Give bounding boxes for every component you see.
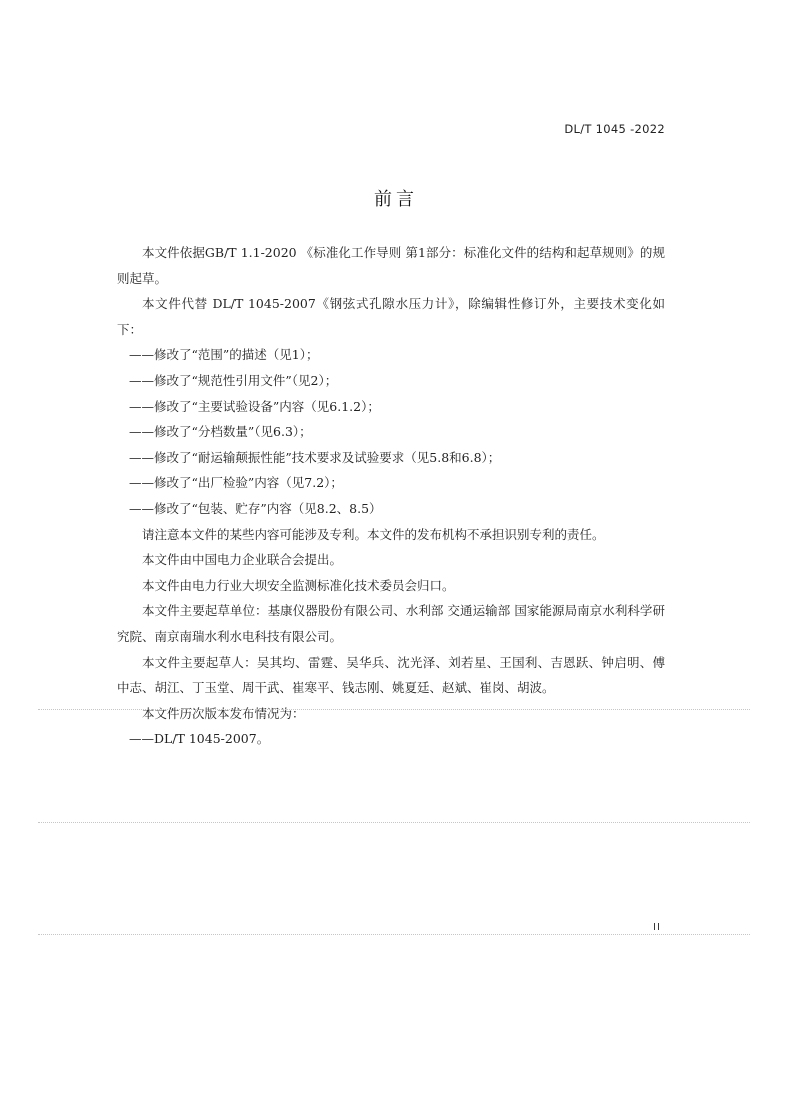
paragraph: 本文件由电力行业大坝安全监测标准化技术委员会归口。 xyxy=(142,577,455,593)
paragraph: 本文件代替 DL/T 1045-2007《钢弦式孔隙水压力计》，除编辑性修订外，主要技术变化如下： xyxy=(117,296,665,337)
change-item: ——修改了“规范性引用文件”（见2）； xyxy=(129,372,338,388)
standard-code: DL/T 1045 -2022 xyxy=(564,122,665,136)
change-item: ——修改了“主要试验设备”内容（见6.1.2）； xyxy=(129,398,380,414)
change-item: ——修改了“包装、贮存”内容（见8.2、8.5） xyxy=(129,500,382,516)
change-item: ——修改了“出厂检验”内容（见7.2）； xyxy=(129,475,343,491)
foreword-body xyxy=(117,240,665,752)
change-item: ——修改了“范围”的描述（见1）； xyxy=(129,347,319,363)
page-number: II xyxy=(653,922,661,933)
paragraph: 本文件主要起草单位：基康仪器股份有限公司、水利部 交通运输部 国家能源局南京水利科学研究院、南京南瑞水利水电科技有限公司。 xyxy=(117,603,665,644)
change-item: ——修改了“耐运输颠振性能”技术要求及试验要求（见5.8和6.8）； xyxy=(129,449,501,465)
paragraph: 本文件主要起草人：吴其均、雷霆、吴华兵、沈光泽、刘若星、王国利、吉恩跃、钟启明、傅中志、胡江、丁玉堂、周干武、崔寒平、钱志刚、姚夏廷、赵斌、崔岗、胡波。 xyxy=(117,654,665,696)
divider xyxy=(38,709,750,710)
paragraph: 本文件依据GB/T 1.1-2020 《标准化工作导则 第1部分：标准化文件的结构和起草规则》的规则起草。 xyxy=(117,245,665,286)
page-title: 前言 xyxy=(374,189,418,210)
paragraph: 本文件由中国电力企业联合会提出。 xyxy=(142,552,343,568)
paragraph: 请注意本文件的某些内容可能涉及专利。本文件的发布机构不承担识别专利的责任。 xyxy=(142,526,605,542)
divider xyxy=(38,934,750,935)
paragraph: 本文件历次版本发布情况为： xyxy=(142,705,305,721)
divider xyxy=(38,822,750,823)
history-item: ——DL/T 1045-2007。 xyxy=(129,731,270,747)
change-item: ——修改了“分档数量”（见6.3）； xyxy=(129,424,312,440)
